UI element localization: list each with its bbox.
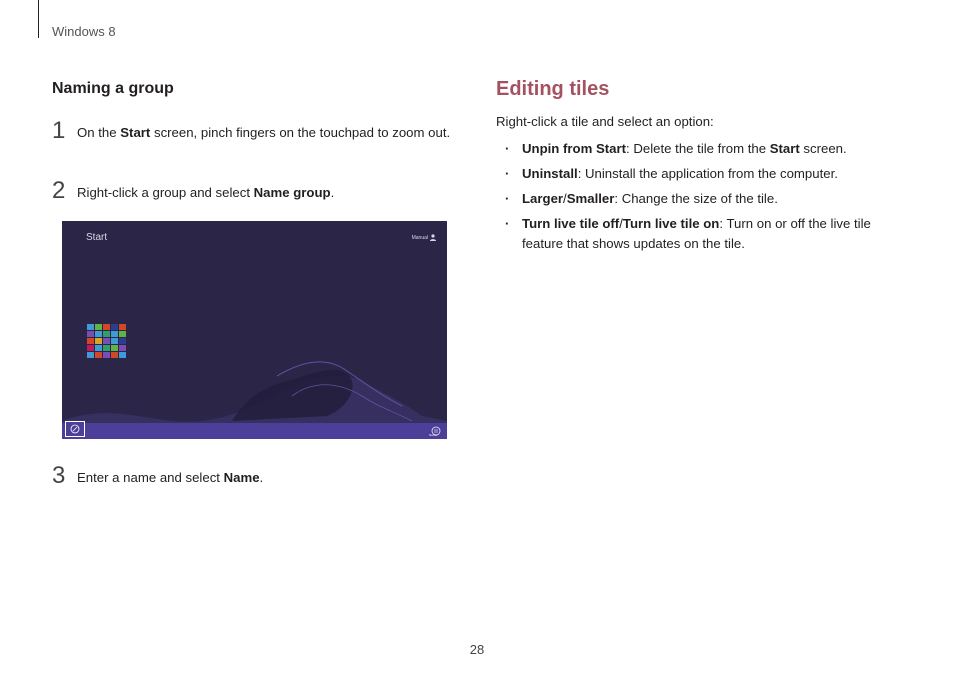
list-item: · Uninstall: Uninstall the application from the computer. [505,164,895,184]
step-text: Right-click a group and select Name group. [77,185,335,200]
step-number: 1 [52,117,66,144]
header-rule [38,0,39,38]
name-group-button[interactable] [431,423,441,437]
list-item: · Turn live tile off/Turn live tile on: Turn on or off the live tile feature that shows updates on the tile. [505,214,895,254]
page-number: 28 [469,642,485,657]
list-item: · Larger/Smaller: Change the size of the tile. [505,189,895,209]
group-selector-button[interactable] [65,421,85,437]
step-text: Enter a name and select Name. [77,470,264,485]
tile-group-zoomed-out[interactable] [87,324,126,358]
header-title: Windows 8 [52,24,116,39]
user-account[interactable]: Manual [412,234,436,241]
start-label: Start [86,232,108,243]
step-text: On the Start screen, pinch fingers on the touchpad to zoom out. [77,125,451,140]
pin-icon [66,422,84,436]
start-screen-screenshot [62,221,447,439]
name-group-label: Name [429,433,438,437]
editing-tiles-intro: Right-click a tile and select an option: [496,114,714,129]
section-title-naming-group: Naming a group [52,80,174,97]
step-number: 3 [52,462,66,489]
user-icon [430,234,436,241]
section-title-editing-tiles: Editing tiles [496,78,610,100]
list-item: · Unpin from Start: Delete the tile from the Start screen. [505,139,895,159]
step-number: 2 [52,177,66,204]
app-bar [62,423,447,439]
editing-options-list [505,139,895,259]
